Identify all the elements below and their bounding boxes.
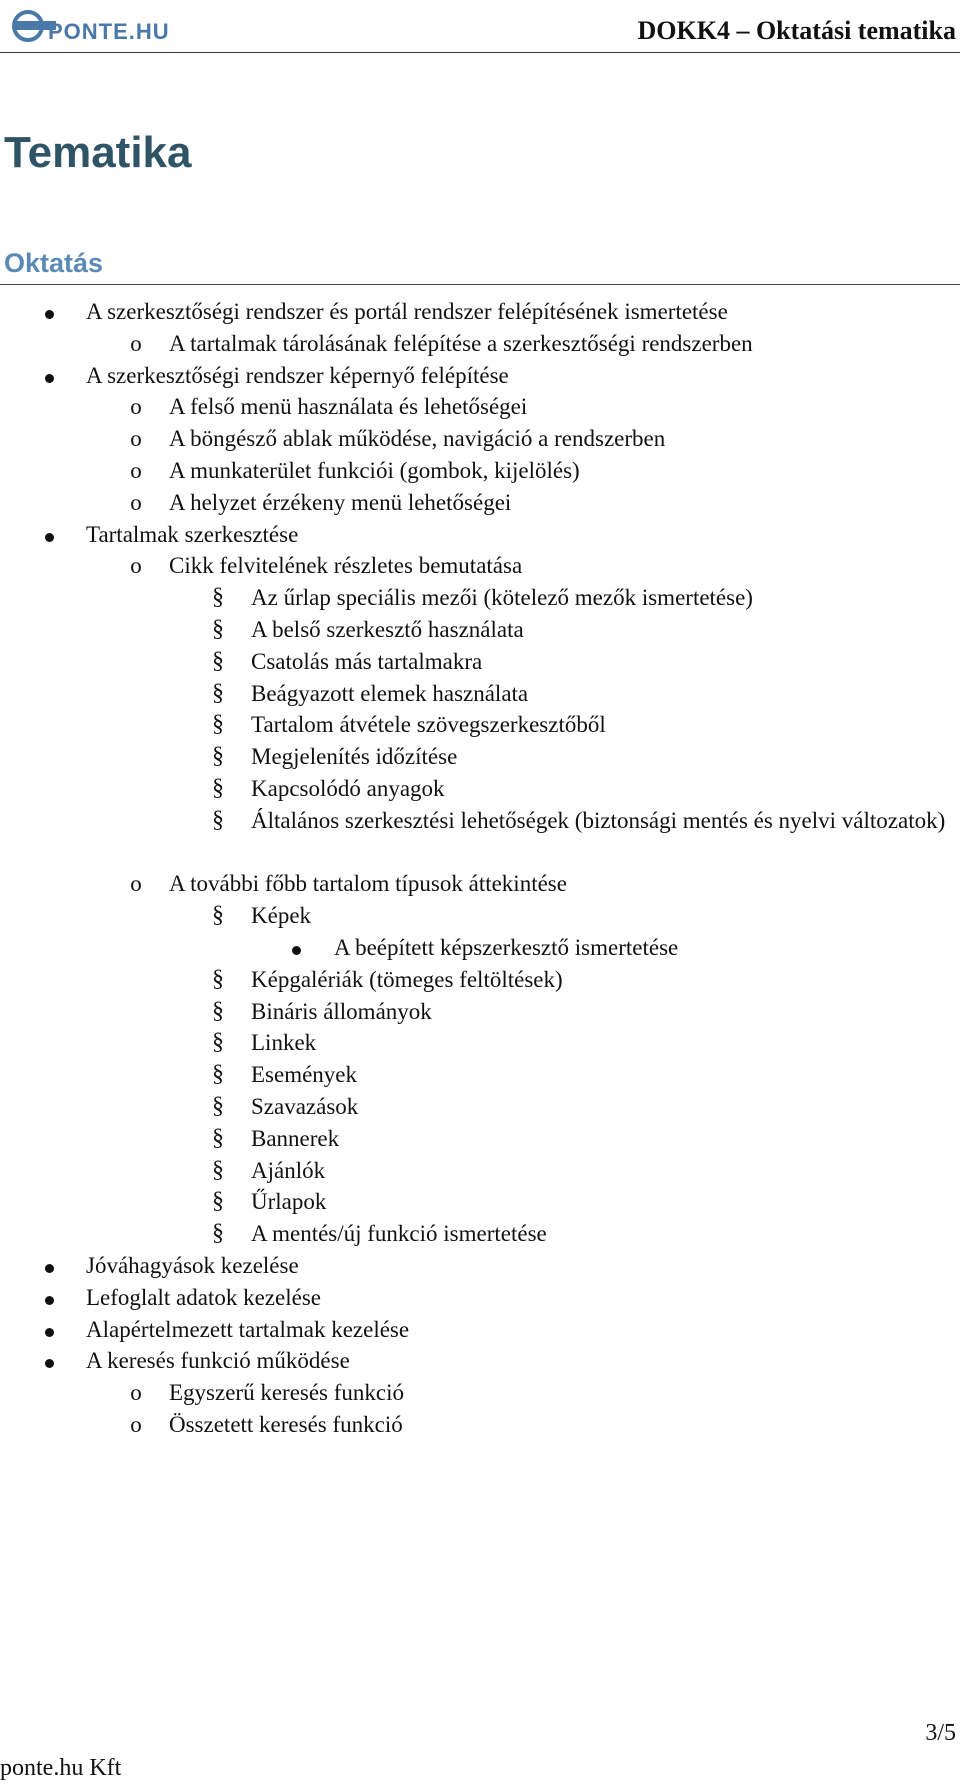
heading-oktatas: Oktatás: [4, 248, 104, 278]
ponte-logo: [10, 6, 210, 46]
bullet-marker: [41, 1314, 57, 1346]
outline-item-text: Tartalmak szerkesztése: [86, 521, 299, 547]
outline-item-text: Kapcsolódó anyagok: [251, 775, 445, 801]
bullet-marker: [41, 360, 57, 392]
section-marker: §: [212, 965, 224, 992]
outline-item: [0, 360, 960, 392]
circle-marker: o: [130, 489, 142, 515]
section-marker: §: [212, 774, 224, 801]
topic-outline: [0, 296, 960, 1441]
bullet-dot: [45, 1296, 54, 1305]
heading-tematika: Tematika: [4, 128, 192, 177]
outline-item: [0, 296, 960, 328]
outline-item-text: A mentés/új funkció ismertetése: [251, 1221, 547, 1247]
circle-marker: o: [130, 1380, 142, 1406]
outline-item-text: Cikk felvitelének részletes bemutatása: [169, 553, 523, 579]
section-marker: §: [212, 615, 224, 642]
outline-item-text: Általános szerkesztési lehetőségek (biztonsági mentés és nyelvi változatok): [251, 807, 946, 833]
circle-marker: o: [130, 330, 142, 356]
section-marker: §: [212, 647, 224, 674]
outline-item: [0, 1186, 960, 1218]
section-marker: §: [212, 1029, 224, 1056]
outline-item: [0, 423, 960, 455]
outline-item-text: A tartalmak tárolásának felépítése a szerkesztőségi rendszerben: [169, 330, 753, 356]
bullet-marker: [41, 1250, 57, 1282]
section-marker: §: [212, 806, 224, 833]
outline-item-text: Bannerek: [251, 1125, 340, 1151]
outline-item: [0, 582, 960, 614]
outline-item: [0, 550, 960, 582]
section-marker: §: [212, 584, 224, 611]
bullet-dot: [45, 374, 54, 383]
bullet-dot: [45, 533, 54, 542]
section-marker: §: [212, 902, 224, 929]
outline-item: [0, 964, 960, 996]
outline-item: [0, 868, 960, 900]
outline-item-text: A helyzet érzékeny menü lehetőségei: [169, 489, 512, 515]
svg-text:PONTE.HU: PONTE.HU: [48, 19, 170, 44]
outline-item-text: A szerkesztőségi rendszer és portál rendszer felépítésének ismertetése: [86, 299, 728, 324]
bullet-marker: [41, 296, 57, 328]
outline-item: [0, 1377, 960, 1409]
outline-item-text: Képek: [251, 903, 312, 929]
bullet-dot: [45, 1264, 54, 1273]
outline-item: [0, 455, 960, 487]
outline-item: [0, 1123, 960, 1155]
section-marker: §: [212, 711, 224, 738]
outline-item-text: A munkaterület funkciói (gombok, kijelölés): [169, 457, 580, 483]
bullet-marker: [41, 1345, 57, 1377]
section-marker: §: [212, 679, 224, 706]
outline-item: [0, 328, 960, 360]
page-number: 3/5: [925, 1720, 956, 1746]
outline-item-text: Megjelenítés időzítése: [251, 744, 458, 770]
outline-item-text: A beépített képszerkesztő ismertetése: [334, 934, 679, 960]
outline-item-text: Csatolás más tartalmakra: [251, 648, 483, 674]
section-marker: §: [212, 1061, 224, 1088]
outline-item-text: Linkek: [251, 1030, 317, 1056]
document-title: DOKK4 – Oktatási tematika: [637, 16, 956, 45]
outline-item: [0, 646, 960, 678]
section-marker: §: [212, 1124, 224, 1151]
outline-item: [0, 900, 960, 932]
bullet-dot: [45, 310, 54, 319]
outline-item-text: Egyszerű keresés funkció: [169, 1380, 405, 1406]
bullet-marker: [288, 932, 304, 964]
outline-item: [0, 709, 960, 741]
section-marker: §: [212, 743, 224, 770]
circle-marker: o: [130, 457, 142, 483]
outline-item: [0, 1282, 960, 1314]
outline-item-text: A böngésző ablak működése, navigáció a rendszerben: [169, 426, 666, 452]
outline-item-text: Az űrlap speciális mezői (kötelező mezők ismertetése): [251, 585, 753, 611]
section-marker: §: [212, 1156, 224, 1183]
outline-item: [0, 1059, 960, 1091]
outline-item-text: Képgalériák (tömeges feltöltések): [251, 966, 563, 992]
outline-item: [0, 996, 960, 1028]
outline-item-text: Űrlapok: [251, 1189, 327, 1215]
bullet-dot: [45, 1359, 54, 1368]
outline-item-text: Ajánlók: [251, 1157, 326, 1183]
outline-item-text: Beágyazott elemek használata: [251, 680, 529, 706]
section-marker: §: [212, 1220, 224, 1247]
outline-item-text: Szavazások: [251, 1093, 359, 1119]
section-marker: §: [212, 1092, 224, 1119]
circle-marker: o: [130, 426, 142, 452]
outline-item: [0, 741, 960, 773]
outline-item: [0, 1250, 960, 1282]
section-marker: §: [212, 1188, 224, 1215]
outline-item: [0, 1218, 960, 1250]
outline-item-text: A felső menü használata és lehetőségei: [169, 394, 528, 420]
outline-item: [0, 614, 960, 646]
outline-item-text: A keresés funkció működése: [86, 1348, 350, 1374]
outline-item: [0, 1027, 960, 1059]
outline-item: [0, 805, 960, 869]
bullet-dot: [45, 1328, 54, 1337]
outline-item: [0, 1314, 960, 1346]
outline-item: [0, 678, 960, 710]
heading-rule: [0, 284, 960, 285]
circle-marker: o: [130, 1411, 142, 1437]
outline-item: [0, 391, 960, 423]
section-marker: §: [212, 997, 224, 1024]
circle-marker: o: [130, 871, 142, 897]
outline-item: [0, 487, 960, 519]
outline-item: [0, 1345, 960, 1377]
bullet-marker: [41, 1282, 57, 1314]
footer-company: ponte.hu Kft: [0, 1755, 122, 1781]
circle-marker: o: [130, 394, 142, 420]
bullet-dot: [292, 946, 301, 955]
outline-item: [0, 1091, 960, 1123]
bullet-marker: [41, 519, 57, 551]
page-header: [0, 0, 960, 53]
outline-item: [0, 1155, 960, 1187]
outline-item-text: Összetett keresés funkció: [169, 1411, 403, 1437]
outline-item-text: Lefoglalt adatok kezelése: [86, 1284, 321, 1310]
outline-item: [0, 1409, 960, 1441]
outline-item: [0, 773, 960, 805]
outline-item: [0, 932, 960, 964]
circle-marker: o: [130, 553, 142, 579]
outline-item-text: Alapértelmezett tartalmak kezelése: [86, 1316, 410, 1342]
outline-item-text: Bináris állományok: [251, 998, 432, 1024]
outline-item: [0, 519, 960, 551]
outline-item-text: Jóváhagyások kezelése: [86, 1252, 299, 1278]
outline-item-text: Tartalom átvétele szövegszerkesztőből: [251, 712, 606, 738]
outline-item-text: Események: [251, 1062, 358, 1088]
outline-item-text: A belső szerkesztő használata: [251, 616, 524, 642]
outline-item-text: A további főbb tartalom típusok áttekintése: [169, 871, 567, 897]
outline-item-text: A szerkesztőségi rendszer képernyő felépítése: [86, 362, 509, 388]
